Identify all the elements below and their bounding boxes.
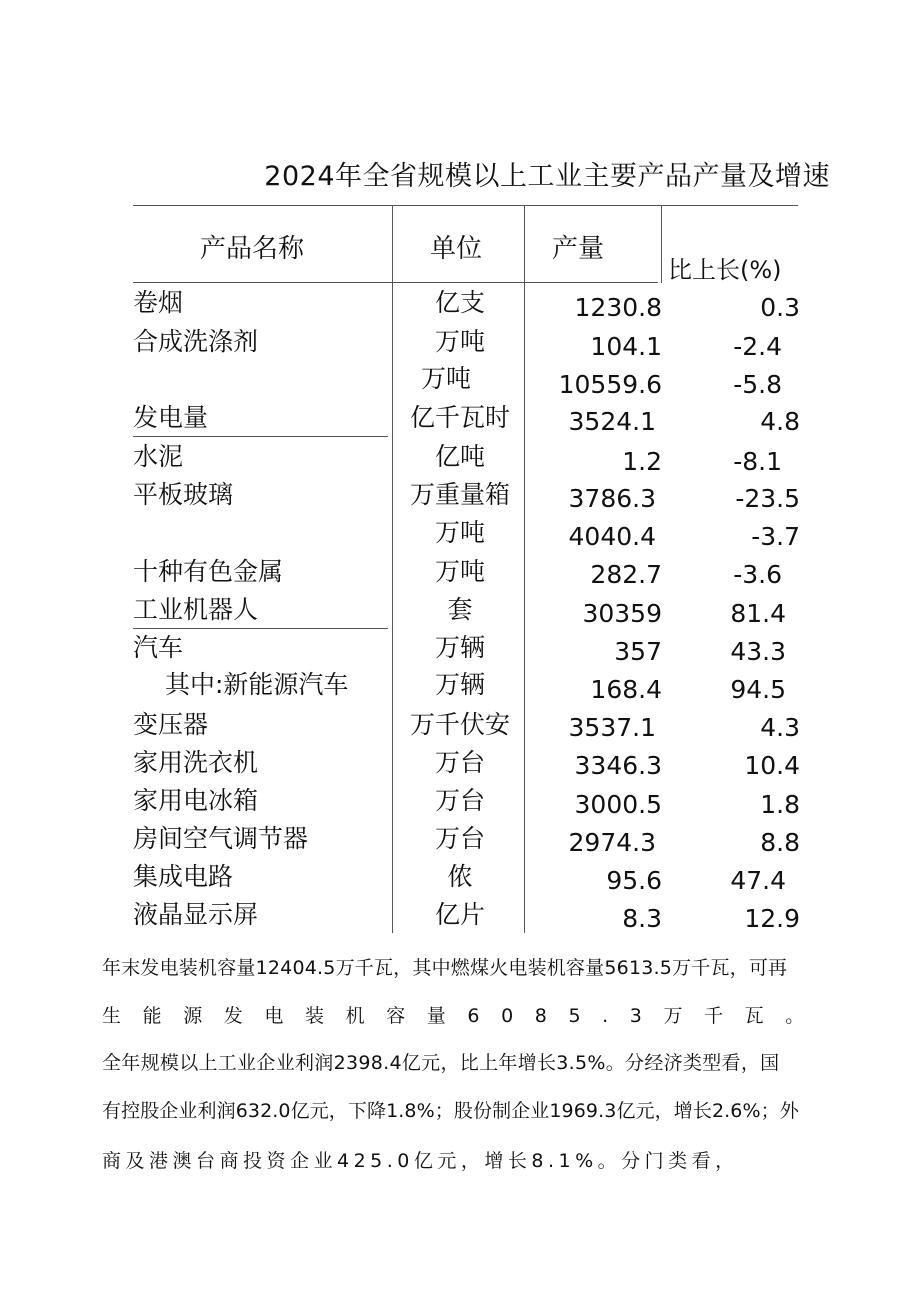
row-growth: -23.5: [735, 484, 800, 513]
row-growth: 12.9: [744, 904, 800, 933]
row-name: 液晶显示屏: [133, 900, 259, 929]
row-unit: 万台: [434, 824, 485, 853]
paragraph-line: 商及港澳台商投资企业425.0亿元，增长8.1%。分门类看，: [102, 1150, 739, 1172]
row-name: 家用电冰箱: [133, 786, 259, 815]
row-growth: 8.8: [760, 828, 800, 857]
row-growth: 43.3: [730, 637, 786, 666]
row-unit: 侬: [447, 862, 473, 891]
row-unit: 万辆: [434, 670, 485, 699]
paragraph-line: 有控股企业利润632.0亿元，下降1.8%；股份制企业1969.3亿元，增长2.6%；外: [102, 1100, 799, 1122]
row-growth: 47.4: [730, 866, 786, 895]
row-name: 卷烟: [133, 288, 184, 317]
row-name: 变压器: [133, 710, 209, 739]
row-name: 平板玻璃: [133, 480, 234, 509]
table-header-rule: [133, 282, 658, 283]
row-output: 357: [614, 637, 662, 666]
row-name: 汽车: [133, 633, 184, 662]
row-output: 1.2: [622, 447, 662, 476]
row-name: 房间空气调节器: [133, 824, 309, 853]
row-growth: -8.1: [733, 447, 782, 476]
row-growth: -5.8: [733, 370, 782, 399]
row-output: 168.4: [590, 675, 662, 704]
paragraph-line: 生能源发电装机容量6085.3万千瓦。: [102, 1005, 826, 1027]
row-output: 3786.3: [568, 484, 656, 513]
row-name: 水泥: [133, 442, 184, 471]
header-product-name: 产品名称: [200, 234, 305, 264]
row-unit: 万千伏安: [409, 710, 510, 739]
column-divider: [661, 205, 662, 283]
column-divider: [392, 205, 393, 933]
row-output: 104.1: [590, 332, 662, 361]
row-output: 282.7: [590, 560, 662, 589]
row-name: 其中:新能源汽车: [165, 670, 349, 699]
row-unit: 万台: [434, 786, 485, 815]
row-growth: 4.3: [760, 713, 800, 742]
row-unit: 万吨: [434, 557, 485, 586]
header-output: 产量: [552, 234, 605, 264]
row-growth: 10.4: [744, 751, 800, 780]
row-unit: 亿千瓦时: [409, 403, 510, 432]
table-title: 2024年全省规模以上工业主要产品产量及增速: [264, 161, 830, 192]
row-unit: 万吨: [434, 518, 485, 547]
row-name: 集成电路: [133, 862, 234, 891]
row-unit: 万重量箱: [409, 480, 510, 509]
row-output: 1230.8: [574, 293, 662, 322]
row-growth: 4.8: [760, 407, 800, 436]
header-growth: 比上长(%): [668, 256, 782, 284]
row-output: 3000.5: [574, 790, 662, 819]
row-name: 工业机器人: [133, 595, 259, 624]
row-unit: 亿支: [434, 288, 485, 317]
row-output: 10559.6: [558, 370, 662, 399]
row-output: 30359: [582, 599, 662, 628]
row-unit: 万辆: [434, 633, 485, 662]
row-growth: -3.6: [733, 560, 782, 589]
group-divider-rule: [133, 436, 388, 437]
row-growth: -2.4: [733, 332, 782, 361]
row-output: 2974.3: [568, 828, 656, 857]
row-name: 十种有色金属: [133, 557, 284, 586]
row-unit: 万台: [434, 748, 485, 777]
row-unit: 万吨: [434, 327, 485, 356]
row-name: 合成洗涤剂: [133, 327, 259, 356]
paragraph-line: 年末发电装机容量12404.5万千瓦，其中燃煤火电装机容量5613.5万千瓦，可再: [102, 957, 788, 979]
row-growth: 81.4: [730, 599, 786, 628]
row-growth: 0.3: [760, 293, 800, 322]
group-divider-rule: [133, 628, 388, 629]
row-output: 95.6: [606, 866, 662, 895]
row-unit: 万吨: [420, 364, 471, 393]
table-top-rule: [133, 205, 798, 206]
row-name: 家用洗衣机: [133, 748, 259, 777]
row-unit: 套: [447, 595, 473, 624]
row-output: 4040.4: [568, 522, 656, 551]
row-output: 3537.1: [568, 713, 656, 742]
row-growth: 1.8: [760, 790, 800, 819]
row-unit: 亿片: [434, 900, 485, 929]
row-growth: 94.5: [730, 675, 786, 704]
row-growth: -3.7: [751, 522, 800, 551]
row-output: 8.3: [622, 904, 662, 933]
header-unit: 单位: [430, 234, 483, 264]
row-output: 3524.1: [568, 407, 656, 436]
row-name: 发电量: [133, 403, 209, 432]
paragraph-line: 全年规模以上工业企业利润2398.4亿元，比上年增长3.5%。分经济类型看，国: [102, 1052, 780, 1074]
row-unit: 亿吨: [434, 442, 485, 471]
row-output: 3346.3: [574, 751, 662, 780]
column-divider: [524, 205, 525, 933]
